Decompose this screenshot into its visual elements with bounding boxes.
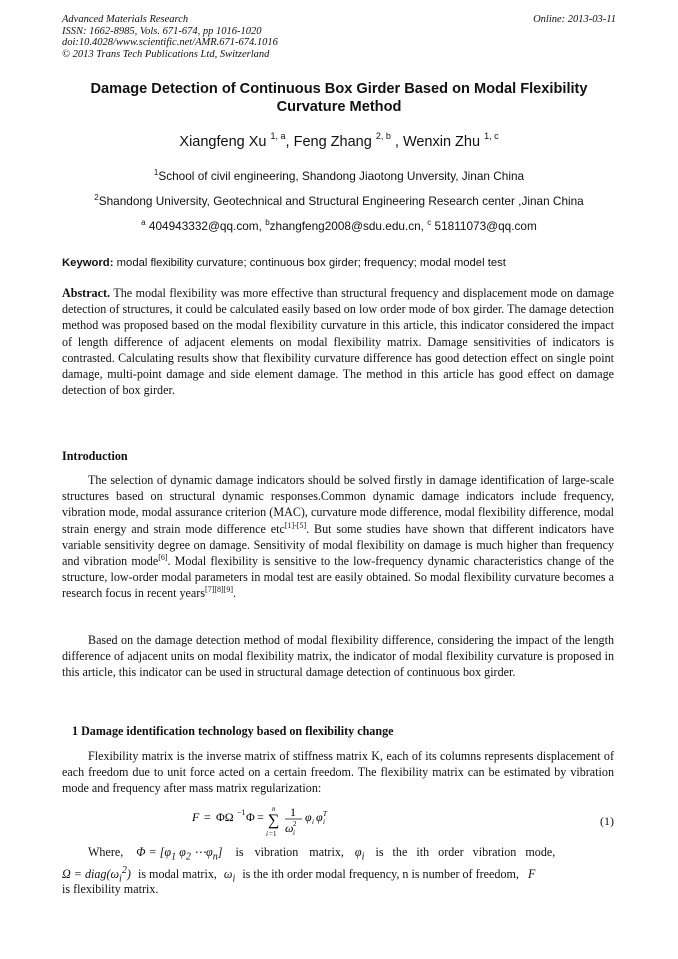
author-name: Xiangfeng Xu (179, 133, 267, 150)
keyword-label: Keyword: (62, 257, 114, 269)
svg-text:=: = (204, 810, 211, 824)
citation: [7][8][9] (205, 585, 234, 595)
email[interactable]: 404943332@qq.com, (148, 218, 262, 233)
abstract (62, 285, 614, 398)
where-text: Where, (88, 845, 124, 859)
svg-text:i: i (312, 818, 314, 826)
keywords (62, 256, 616, 270)
phi-matrix-symbol: $\Phi = [\varphi_1$ $\varphi_2$ $\cdots\varphi_n$] (136, 845, 223, 863)
email-line (62, 216, 616, 233)
svg-text:ΦΩ: ΦΩ (216, 810, 234, 824)
affiliation-mark: 1 (153, 168, 159, 177)
equation-1 (62, 804, 614, 844)
email-mark: b (265, 218, 270, 227)
svg-text:n: n (272, 805, 276, 813)
doi-line: doi:10.4028/www.scientific.net/AMR.671-674.1016 (62, 37, 278, 48)
f-symbol: F (527, 867, 536, 882)
author-affiliation-mark: 2, b (375, 131, 391, 141)
phi-i-symbol: $\varphi_i$ (354, 845, 365, 863)
omega-i-symbol: $\omega_i$ (223, 867, 236, 885)
affiliation-1 (62, 166, 616, 183)
paragraph-text: . (233, 586, 237, 601)
paragraph-text: . Modal flexibility is sensitive to the low-frequency dynamic characteristics change of the structure, low-order modal parameters in modal test are easily obtained. So modal flexibility curvature becomes a research focus in recent years (62, 554, 614, 601)
where-text: is the ith order vibration mode, (375, 845, 556, 859)
affiliation-text: Shandong University, Geotechnical and Structural Engineering Research center ,Jinan China (98, 193, 584, 208)
author-name: Feng Zhang (293, 133, 372, 150)
svg-text:φ: φ (316, 810, 323, 824)
svg-text:T: T (323, 810, 327, 818)
email-mark: c (427, 218, 432, 227)
svg-text:∑: ∑ (268, 812, 280, 829)
where-line-3: is flexibility matrix. (62, 882, 159, 896)
where-text: is the ith order modal frequency, n is number of freedom, (242, 867, 519, 882)
svg-text:1: 1 (290, 805, 296, 819)
section-1-heading: 1 Damage identification technology based on flexibility change (72, 724, 394, 738)
svg-text:i: i (293, 829, 295, 837)
journal-name: Advanced Materials Research (62, 14, 189, 25)
copyright-line: © 2013 Trans Tech Publications Ltd, Switzerland (62, 48, 270, 60)
equation-number: (1) (600, 814, 614, 828)
paragraph-text: . But some studies have shown that different indicators have variable sensitivity degree on damage. Sensitivity of modal flexibility on damage is much higher than frequency and vibration mode (62, 521, 614, 569)
author-affiliation-mark: 1, c (484, 131, 499, 141)
citation: [1]-[5] (284, 520, 307, 530)
journal-header (62, 14, 278, 60)
svg-text:F: F (192, 810, 200, 824)
introduction-heading: Introduction (62, 449, 128, 463)
introduction-paragraph-2: Based on the damage detection method of modal flexibility difference, considering the impact of the length difference of adjacent units on modal flexibility matrix, the indicator of modal flexibility curvature is proposed in this article, this indicator can be used in structural damage detection of continuous box girder. (62, 633, 614, 680)
email[interactable]: 51811073@qq.com (434, 218, 537, 233)
paragraph-text: The selection of dynamic damage indicators should be solved firstly in damage identification of large-scale structures based on structural dynamic responses.Common dynamic damage indicators include frequency, vibration mode, modal assurance criterion (MAC), curvature mode difference, modal flexibility difference, modal strain energy and strain mode difference etc (62, 473, 614, 536)
svg-text:ω: ω (285, 821, 294, 835)
author-affiliation-mark: 1, a (270, 131, 286, 141)
introduction-paragraph-1 (62, 472, 614, 602)
abstract-label: Abstract. (62, 286, 111, 300)
svg-text:−1: −1 (237, 808, 246, 817)
omega-matrix-symbol: $\Omega = diag(\omega_i^2)$ (62, 865, 131, 885)
flexibility-formula (192, 804, 392, 844)
svg-text:Φ: Φ (246, 810, 255, 824)
svg-text:φ: φ (305, 810, 312, 824)
svg-text:i: i (323, 818, 325, 826)
citation: [6] (158, 552, 168, 562)
section-1-paragraph: Flexibility matrix is the inverse matrix of stiffness matrix K, each of its columns represents displacement of each freedom due to unit force acted on a certain freedom. The flexibility matrix can be estimated by vibration mode and frequency after mass matrix regularization: (62, 749, 614, 796)
abstract-text: The modal flexibility was more effective than structural frequency and displacement mode on damage detection of structures, it could be calculated easily based on low order mode of box girder. The damage detection method was proposed based on the modal flexibility curvature in this article, this indicator considered the impact of length difference of adjacent elements on modal flexibility matrix. Damage sensitivities of indicators is contrasted. Calculating results show that flexibility curvature difference has good detection effect on single point damage, multi-point damage and side element damage. The method in this article has good effect on damage detection of box girder. (62, 286, 614, 398)
affiliation-mark: 2 (94, 193, 99, 202)
svg-text:=1: =1 (269, 830, 277, 838)
where-text: is modal matrix, (137, 867, 217, 882)
affiliation-2 (62, 191, 616, 208)
issn-line: ISSN: 1662-8985, Vols. 671-674, pp 1016-1020 (62, 25, 262, 37)
online-date: Online: 2013-03-11 (533, 14, 616, 25)
affiliation-text: School of civil engineering, Shandong Jiaotong Unversity, Jinan China (158, 168, 525, 183)
where-text: is vibration matrix, (235, 845, 344, 859)
author-list: Xiangfeng Xu $^{1, a}$, Feng Zhang $^{2, b}$ , Wenxin Zhu $^{1, c}$ (179, 131, 499, 150)
svg-text:=: = (257, 810, 264, 824)
svg-text:i: i (266, 830, 268, 838)
paper-title: Damage Detection of Continuous Box Girder Based on Modal Flexibility Curvature Method (90, 81, 588, 115)
svg-text:2: 2 (293, 820, 297, 828)
email[interactable]: zhangfeng2008@sdu.edu.cn, (269, 218, 424, 233)
email-mark: a (141, 218, 146, 227)
keyword-text: modal flexibility curvature; continuous box girder; frequency; modal model test (116, 257, 506, 269)
author-name: Wenxin Zhu (402, 133, 481, 150)
